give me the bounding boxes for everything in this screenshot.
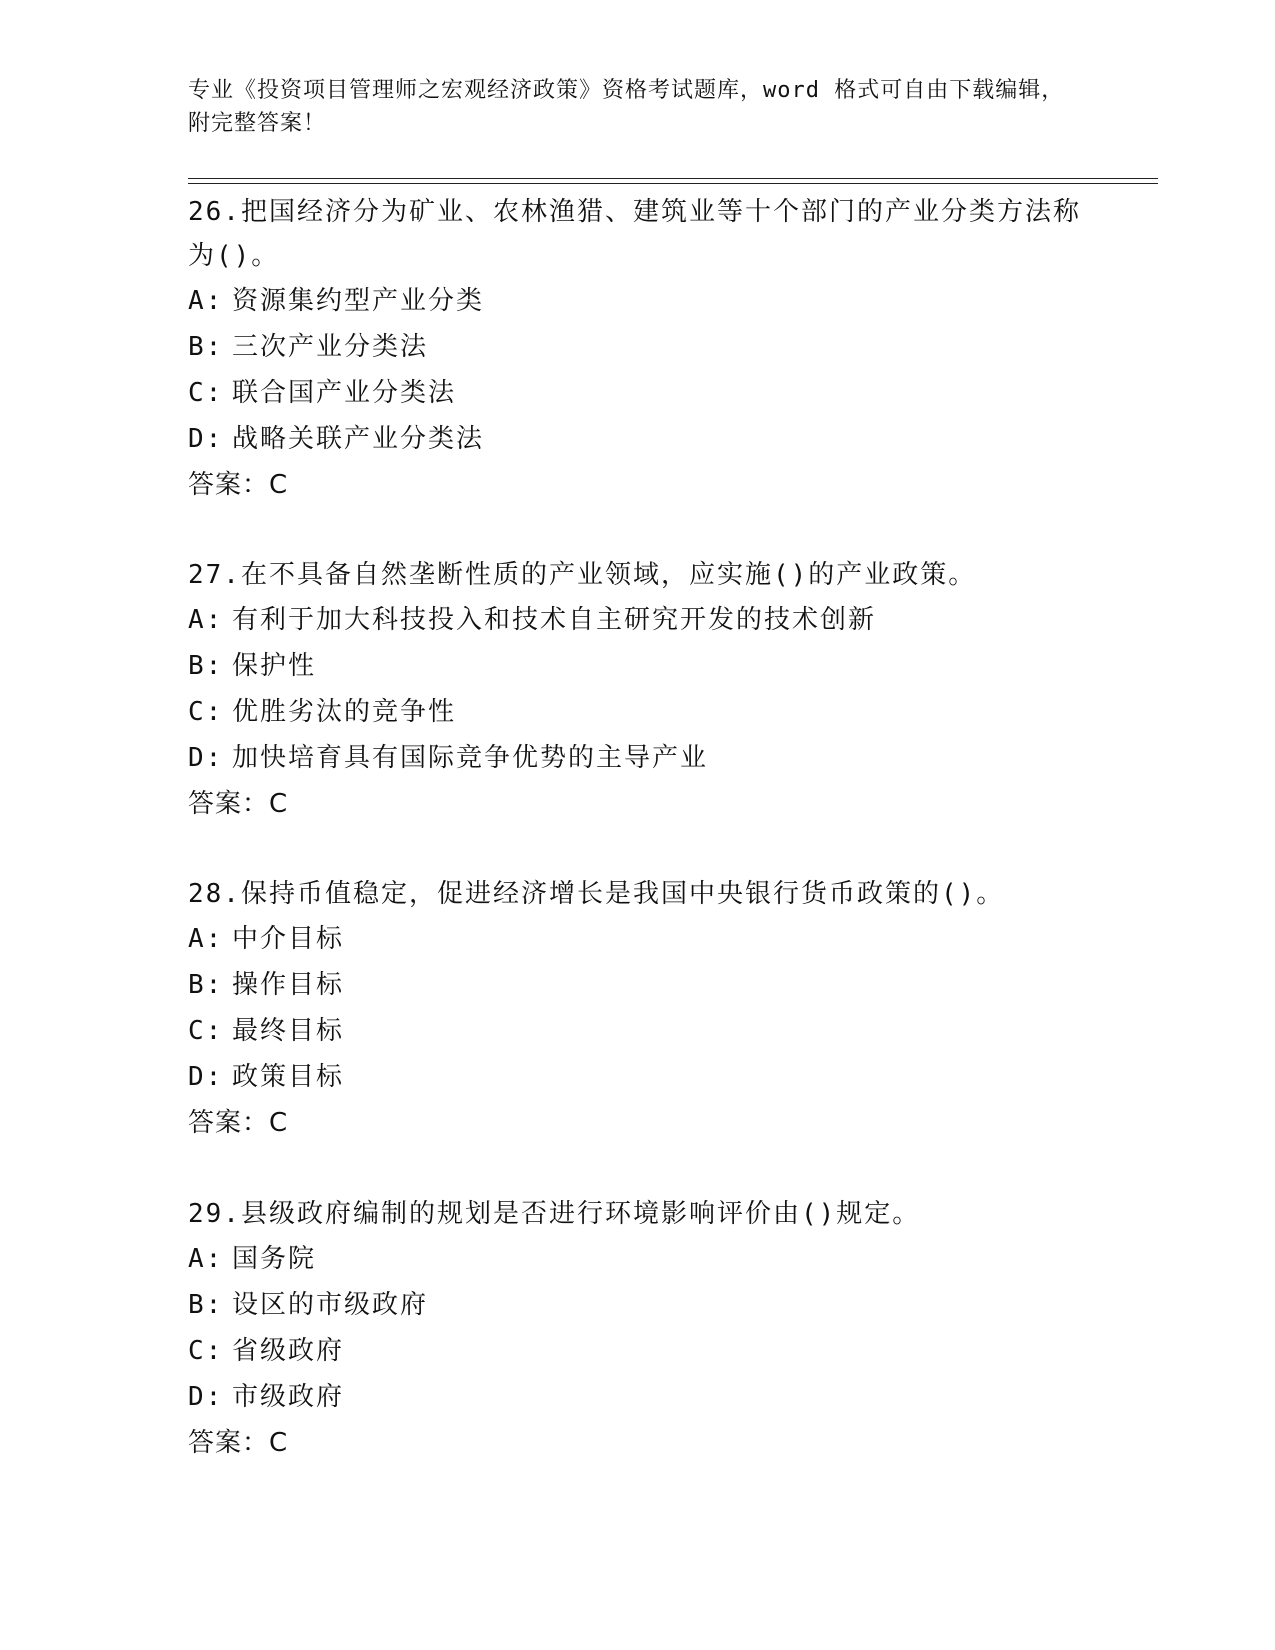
option-text: 中介目标 — [232, 924, 345, 954]
answer-line: 答案：C — [188, 1428, 289, 1458]
option-text: 联合国产业分类法 — [232, 378, 457, 408]
option-letter: A: — [188, 1244, 224, 1274]
option-c — [188, 370, 1088, 416]
option-letter: A: — [188, 286, 224, 316]
header-divider-bottom — [188, 183, 1158, 184]
option-letter: B: — [188, 970, 224, 1000]
option-c — [188, 689, 1088, 735]
option-b — [188, 643, 1088, 689]
option-text: 设区的市级政府 — [232, 1290, 429, 1320]
option-text: 有利于加大科技投入和技术自主研究开发的技术创新 — [232, 605, 877, 635]
question-28 — [188, 872, 1088, 1146]
option-letter: C: — [188, 697, 224, 727]
option-a — [188, 916, 1088, 962]
option-text: 保护性 — [232, 651, 317, 681]
option-c — [188, 1008, 1088, 1054]
option-letter: D: — [188, 424, 224, 454]
option-a — [188, 1236, 1088, 1282]
header-note: 专业《投资项目管理师之宏观经济政策》资格考试题库，word 格式可自由下载编辑，附完整答案！ — [188, 78, 1065, 136]
option-letter: B: — [188, 1290, 224, 1320]
option-a — [188, 278, 1088, 324]
answer-line: 答案：C — [188, 789, 289, 819]
option-letter: C: — [188, 1336, 224, 1366]
question-27 — [188, 553, 1088, 827]
option-d — [188, 735, 1088, 781]
answer-line: 答案：C — [188, 470, 289, 500]
option-text: 省级政府 — [232, 1336, 345, 1366]
option-text: 加快培育具有国际竞争优势的主导产业 — [232, 743, 709, 773]
question-text: 28.保持币值稳定，促进经济增长是我国中央银行货币政策的()。 — [188, 879, 1005, 909]
option-letter: B: — [188, 332, 224, 362]
option-letter: D: — [188, 1062, 224, 1092]
option-a — [188, 597, 1088, 643]
option-text: 战略关联产业分类法 — [232, 424, 485, 454]
option-b — [188, 1282, 1088, 1328]
option-text: 操作目标 — [232, 970, 345, 1000]
option-b — [188, 324, 1088, 370]
question-text: 26.把国经济分为矿业、农林渔猎、建筑业等十个部门的产业分类方法称为()。 — [188, 197, 1081, 271]
option-d — [188, 1054, 1088, 1100]
option-letter: C: — [188, 378, 224, 408]
option-text: 资源集约型产业分类 — [232, 286, 485, 316]
option-text: 市级政府 — [232, 1382, 345, 1412]
option-text: 国务院 — [232, 1244, 317, 1274]
question-29 — [188, 1192, 1088, 1466]
header-divider-top — [188, 178, 1158, 179]
option-b — [188, 962, 1088, 1008]
option-text: 政策目标 — [232, 1062, 345, 1092]
option-d — [188, 416, 1088, 462]
option-text: 优胜劣汰的竞争性 — [232, 697, 457, 727]
option-text: 最终目标 — [232, 1016, 345, 1046]
answer-line: 答案：C — [188, 1108, 289, 1138]
option-letter: D: — [188, 1382, 224, 1412]
question-26 — [188, 190, 1088, 508]
option-letter: A: — [188, 605, 224, 635]
question-text: 27.在不具备自然垄断性质的产业领域，应实施()的产业政策。 — [188, 560, 977, 590]
option-c — [188, 1328, 1088, 1374]
question-text: 29.县级政府编制的规划是否进行环境影响评价由()规定。 — [188, 1199, 921, 1229]
option-letter: C: — [188, 1016, 224, 1046]
option-letter: A: — [188, 924, 224, 954]
option-letter: B: — [188, 651, 224, 681]
option-text: 三次产业分类法 — [232, 332, 429, 362]
option-letter: D: — [188, 743, 224, 773]
option-d — [188, 1374, 1088, 1420]
